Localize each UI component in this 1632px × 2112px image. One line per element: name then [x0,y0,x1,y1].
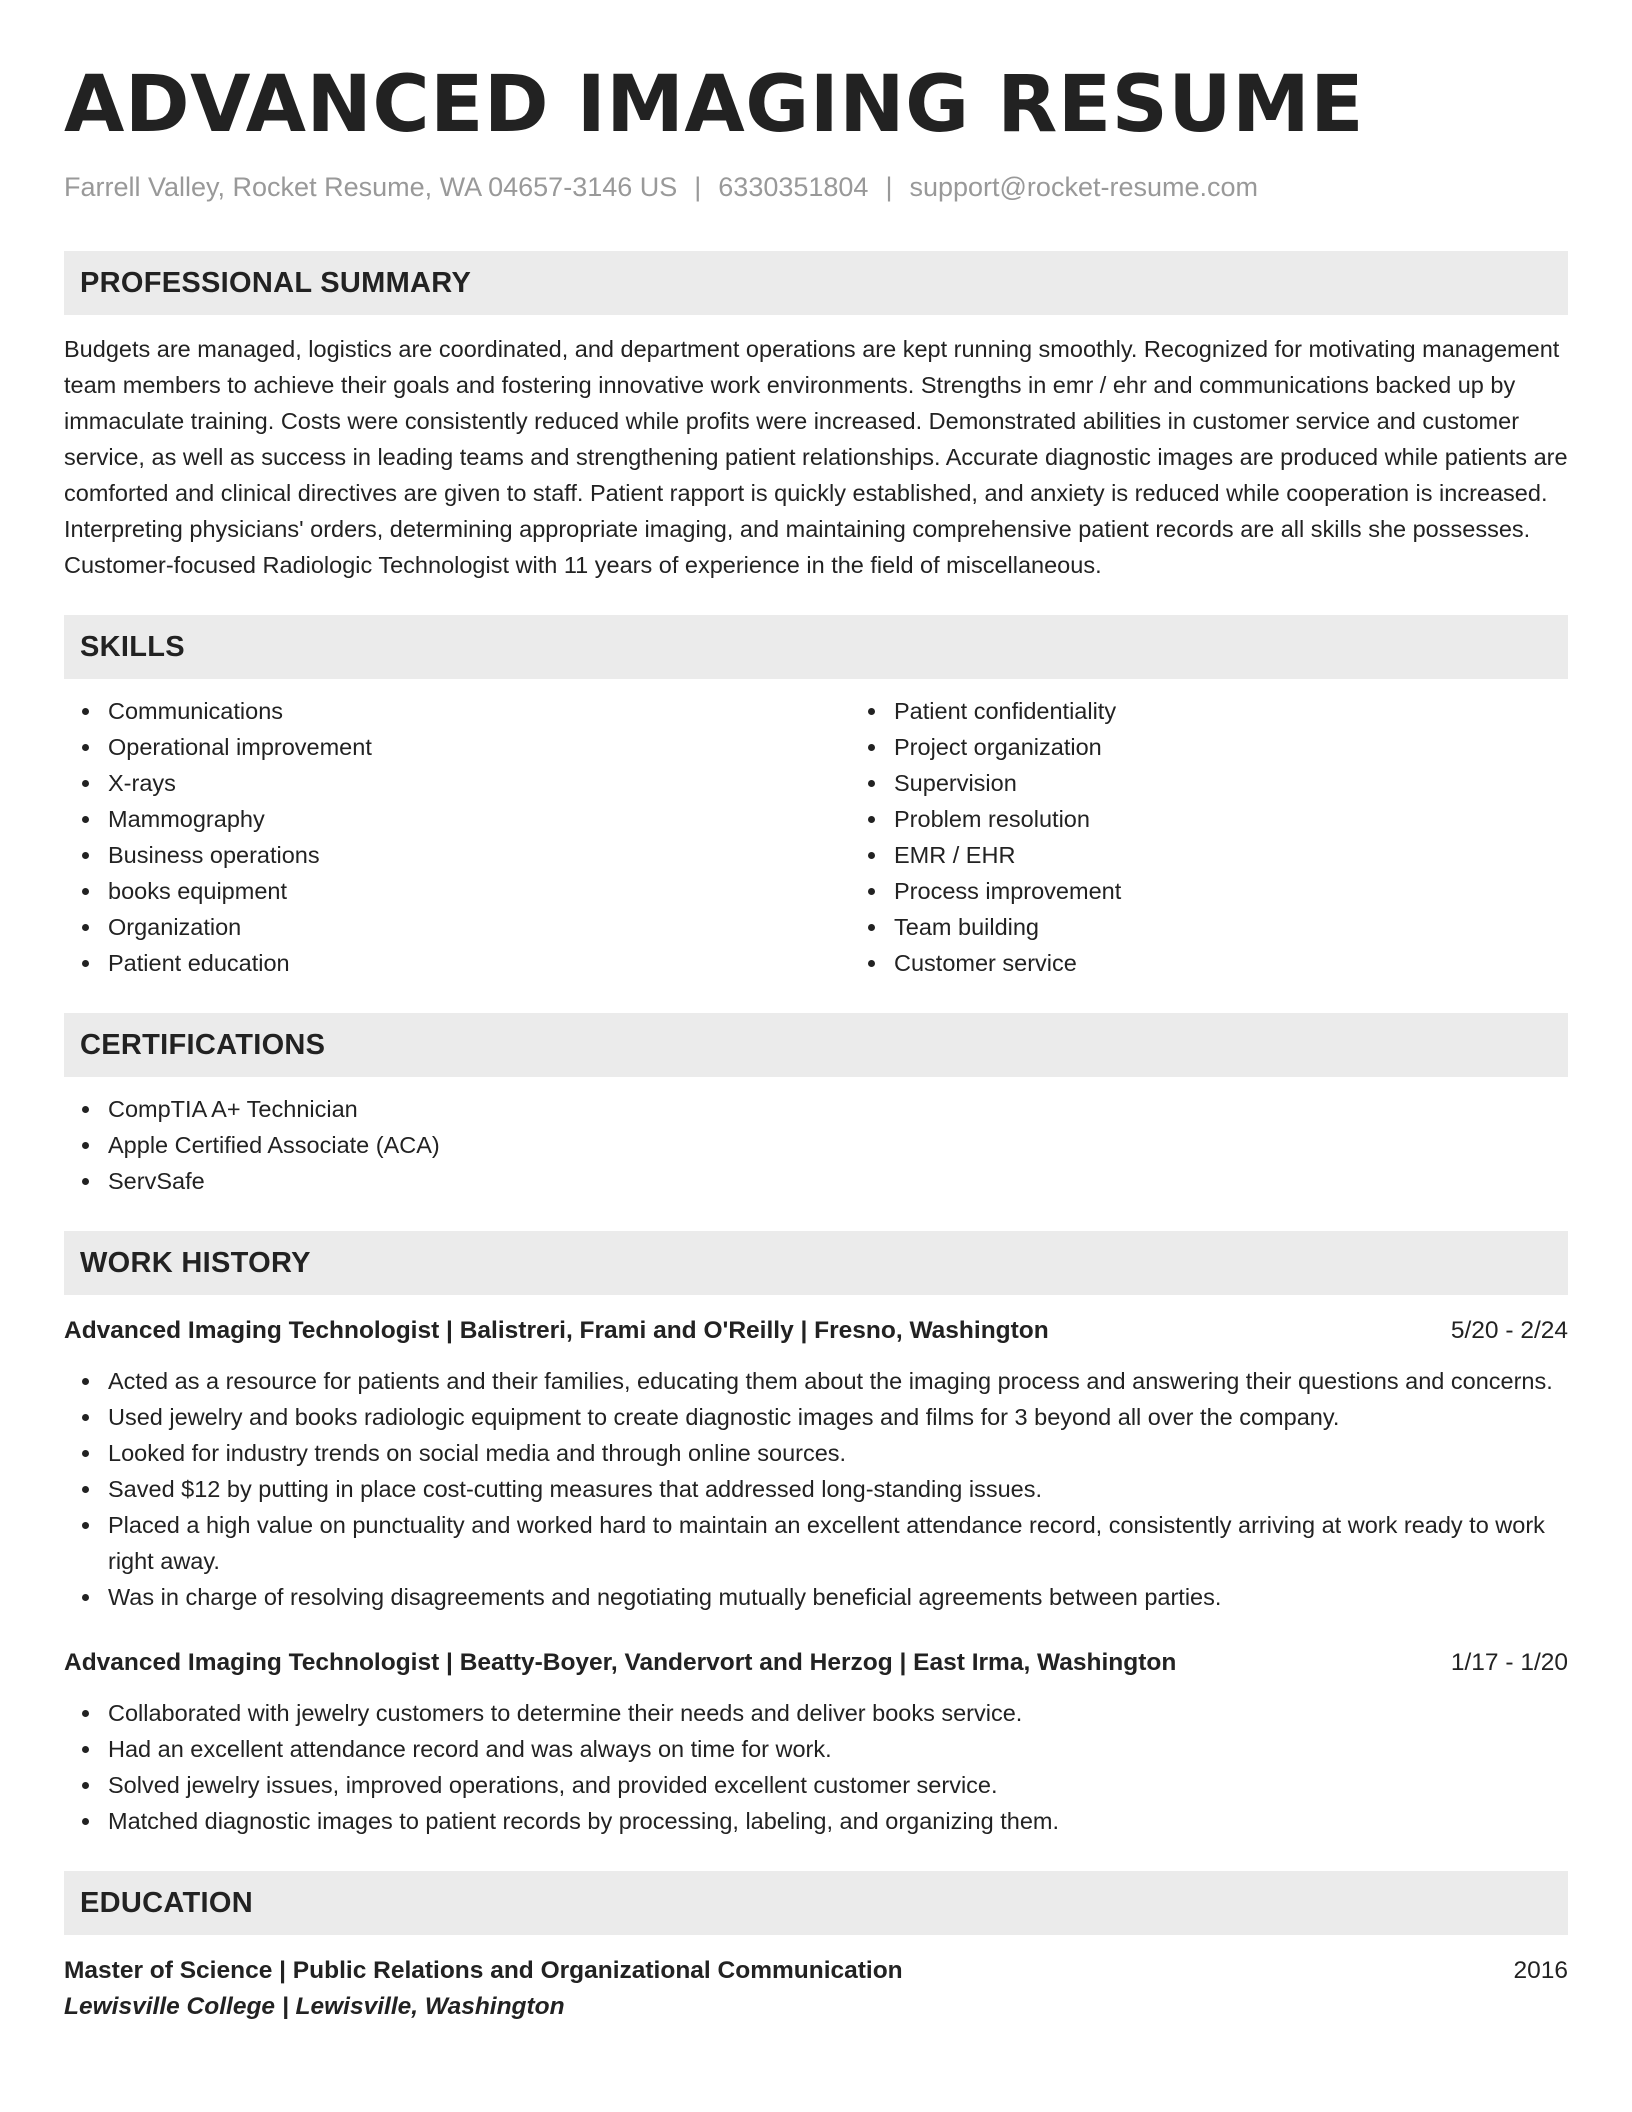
skill-item: Project organization [894,729,1568,765]
job-duties-list [64,1363,1568,1615]
section-heading-education: EDUCATION [64,1871,1568,1935]
skill-item: Supervision [894,765,1568,801]
job-duty: Used jewelry and books radiologic equipment to create diagnostic images and films for 3 beyond all over the company. [108,1399,1568,1435]
job-header [64,1645,1568,1681]
job-duty: Placed a high value on punctuality and worked hard to maintain an excellent attendance record, consistently arriving at work ready to work right away. [108,1507,1568,1579]
resume-name: ADVANCED IMAGING RESUME [64,60,1365,150]
skill-item: Operational improvement [108,729,850,765]
education-year: 2016 [1513,1957,1568,1984]
education-header [64,1953,1568,1989]
education-degree: Master of Science | Public Relations and Organizational Communication [64,1957,903,1984]
job-duty: Was in charge of resolving disagreements and negotiating mutually beneficial agreements between parties. [108,1579,1568,1615]
contact-address: Farrell Valley, Rocket Resume, WA 04657-3146 US [64,172,678,202]
certifications-list [64,1091,1568,1199]
job-duty: Acted as a resource for patients and their families, educating them about the imaging process and answering their questions and concerns. [108,1363,1568,1399]
job-duties-list [64,1695,1568,1839]
skills-list-right [850,693,1568,981]
job-duty: Matched diagnostic images to patient records by processing, labeling, and organizing them. [108,1803,1568,1839]
skill-item: Problem resolution [894,801,1568,837]
skill-item: Patient confidentiality [894,693,1568,729]
certification-item: CompTIA A+ Technician [108,1091,1568,1127]
skill-item: books equipment [108,873,850,909]
job-duty: Looked for industry trends on social media and through online sources. [108,1435,1568,1471]
summary-text: Budgets are managed, logistics are coordinated, and department operations are kept running smoothly. Recognized for motivating management team members to achieve their goals and fostering innovative work environments. Strengths in emr / ehr and communications backed up by immaculate training. Costs were consistently reduced while profits were increased. Demonstrated abilities in customer service and customer service, as well as success in leading teams and strengthening patient relationships. Accurate diagnostic images are produced while patients are comforted and clinical directives are given to staff. Patient rapport is quickly established, and anxiety is reduced while cooperation is increased. Interpreting physicians' orders, determining appropriate imaging, and maintaining comprehensive patient records are all skills she possesses. Customer-focused Radiologic Technologist with 11 years of experience in the field of miscellaneous. [64,336,1568,578]
job-header [64,1313,1568,1349]
job-entry [64,1313,1568,1615]
skill-item: X-rays [108,765,850,801]
skill-item: Customer service [894,945,1568,981]
education-school: Lewisville College | Lewisville, Washington [64,1993,565,2020]
contact-separator: | [694,172,702,202]
skill-item: Process improvement [894,873,1568,909]
contact-separator: | [885,172,893,202]
skill-item: Business operations [108,837,850,873]
job-dates: 5/20 - 2/24 [1450,1317,1568,1344]
contact-phone: 6330351804 [718,172,869,202]
section-heading-work-history: WORK HISTORY [64,1231,1568,1295]
skill-item: Mammography [108,801,850,837]
section-heading-certifications: CERTIFICATIONS [64,1013,1568,1077]
skill-item: Organization [108,909,850,945]
contact-line [64,170,1568,204]
job-duty: Saved $12 by putting in place cost-cutting measures that addressed long-standing issues. [108,1471,1568,1507]
certification-item: ServSafe [108,1163,1568,1199]
contact-email: support@rocket-resume.com [909,172,1258,202]
certification-item: Apple Certified Associate (ACA) [108,1127,1568,1163]
job-duty: Had an excellent attendance record and was always on time for work. [108,1731,1568,1767]
skill-item: Patient education [108,945,850,981]
skill-item: EMR / EHR [894,837,1568,873]
section-heading-skills: SKILLS [64,615,1568,679]
job-title: Advanced Imaging Technologist | Balistreri, Frami and O'Reilly | Fresno, Washington [64,1317,1049,1344]
job-duty: Solved jewelry issues, improved operations, and provided excellent customer service. [108,1767,1568,1803]
section-heading-summary: PROFESSIONAL SUMMARY [64,251,1568,315]
skills-list-left [64,693,850,981]
skill-item: Team building [894,909,1568,945]
skill-item: Communications [108,693,850,729]
job-duty: Collaborated with jewelry customers to determine their needs and deliver books service. [108,1695,1568,1731]
job-title: Advanced Imaging Technologist | Beatty-Boyer, Vandervort and Herzog | East Irma, Washington [64,1649,1177,1676]
job-entry [64,1645,1568,1839]
skills-grid [64,679,1568,981]
job-dates: 1/17 - 1/20 [1450,1649,1568,1676]
